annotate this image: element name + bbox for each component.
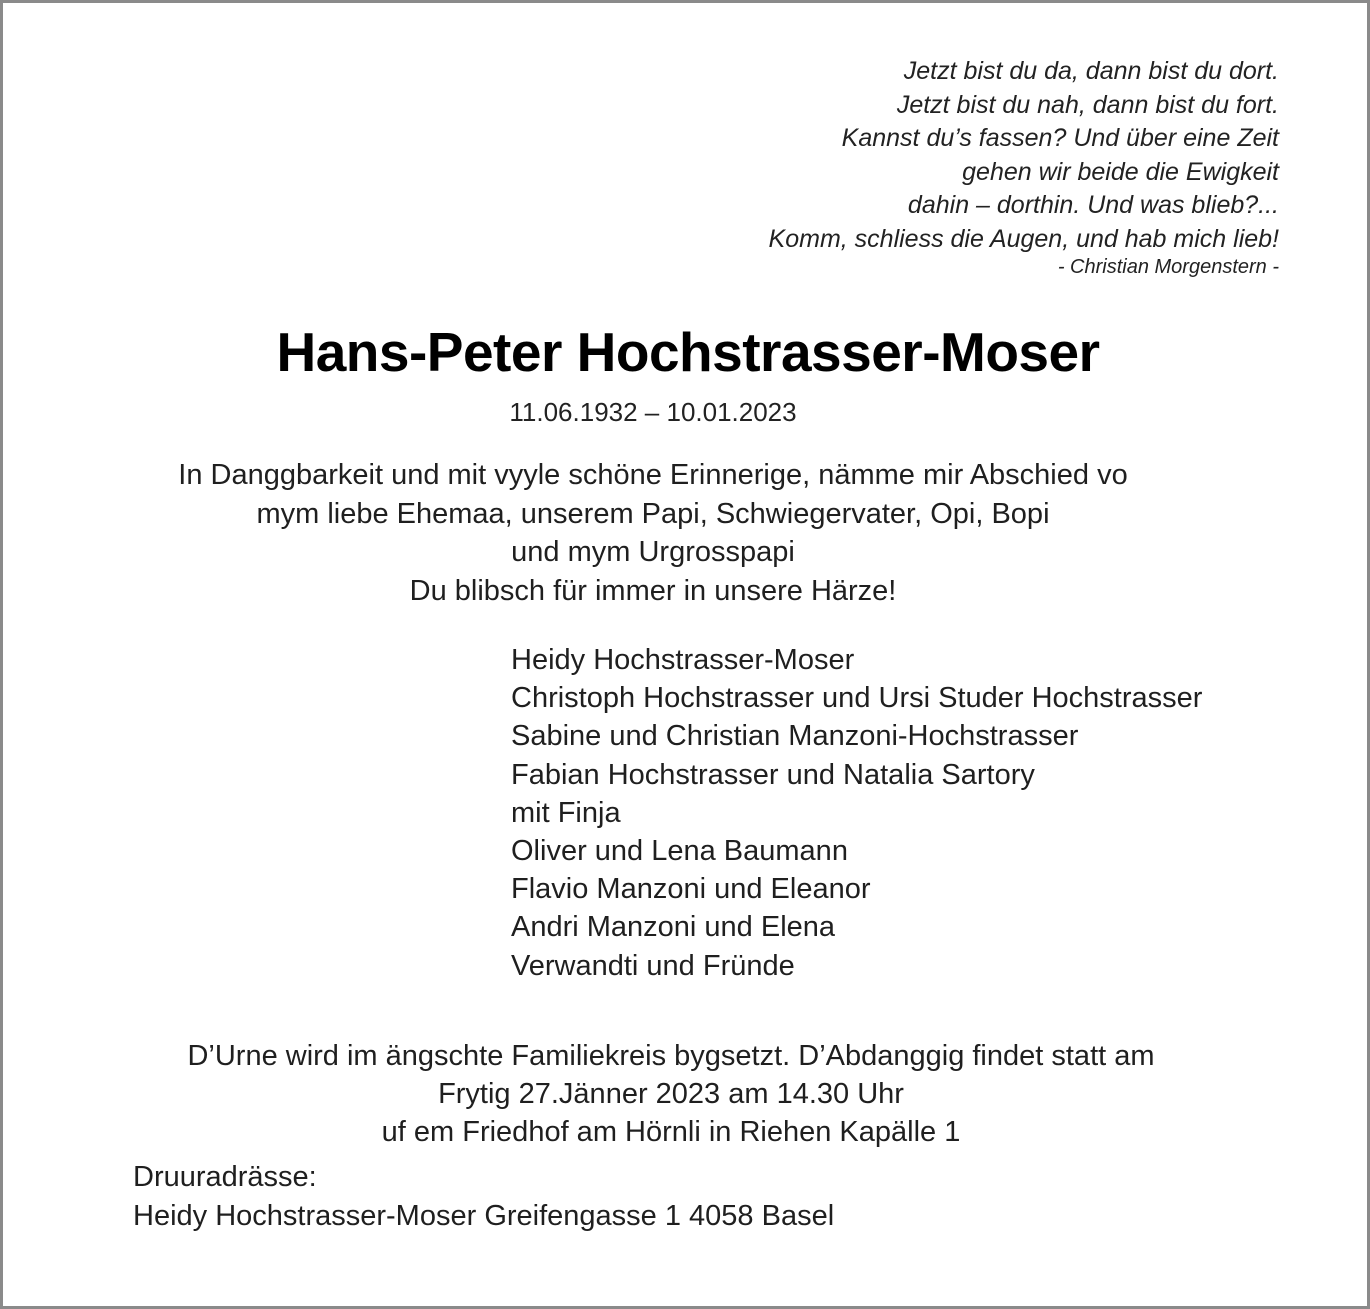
mourner-entry: Verwandti und Fründe bbox=[511, 949, 795, 982]
mourner-entry: Andri Manzoni und Elena bbox=[511, 911, 836, 944]
farewell-line: Du blibsch für immer in unsere Härze! bbox=[409, 574, 897, 607]
deceased-name: Hans-Peter Hochstrasser-Moser bbox=[276, 321, 1100, 383]
mourner-entry: Fabian Hochstrasser und Natalia Sartory bbox=[511, 758, 1035, 791]
mourner-entry: Oliver und Lena Baumann bbox=[511, 835, 848, 868]
farewell-line: mym liebe Ehemaa, unserem Papi, Schwiegervater, Opi, Bopi bbox=[256, 497, 1050, 530]
poem-line: Komm, schliess die Augen, und hab mich lieb! bbox=[768, 224, 1279, 253]
poem-line: gehen wir beide die Ewigkeit bbox=[962, 157, 1279, 186]
mourners-list bbox=[511, 641, 1351, 985]
poem-line: dahin – dorthin. Und was blieb?... bbox=[907, 191, 1279, 220]
poem-author: - Christian Morgenstern - bbox=[1057, 255, 1279, 278]
address-value: Heidy Hochstrasser-Moser Greifengasse 1 4058 Basel bbox=[133, 1200, 835, 1232]
service-details bbox=[3, 1037, 1339, 1151]
life-dates: 11.06.1932 – 10.01.2023 bbox=[509, 397, 797, 427]
farewell-text bbox=[3, 456, 1303, 610]
poem-line: Jetzt bist du nah, dann bist du fort. bbox=[896, 90, 1279, 119]
poem-line: Jetzt bist du da, dann bist du dort. bbox=[903, 57, 1279, 85]
address-label: Druuradrässe: bbox=[133, 1161, 317, 1193]
farewell-line: und mym Urgrosspapi bbox=[511, 536, 795, 568]
mourner-entry: Flavio Manzoni und Eleanor bbox=[511, 873, 871, 906]
service-line: Frytig 27.Jänner 2023 am 14.30 Uhr bbox=[438, 1078, 904, 1110]
farewell-line: In Danggbarkeit und mit vyyle schöne Erinnerige, nämme mir Abschied vo bbox=[178, 459, 1128, 491]
service-line: uf em Friedhof am Hörnli in Riehen Kapälle 1 bbox=[381, 1116, 961, 1148]
mourning-address bbox=[133, 1158, 1233, 1236]
poem-block bbox=[579, 55, 1279, 280]
service-line: D’Urne wird im ängschte Familiekreis bygsetzt. D’Abdanggig findet statt am bbox=[187, 1040, 1155, 1072]
mourner-entry: Sabine und Christian Manzoni-Hochstrasser bbox=[511, 720, 1079, 753]
mourner-entry: Christoph Hochstrasser und Ursi Studer Hochstrasser bbox=[511, 682, 1203, 715]
mourner-entry: mit Finja bbox=[511, 796, 621, 829]
poem-line: Kannst du’s fassen? Und über eine Zeit bbox=[841, 124, 1279, 153]
mourner-entry: Heidy Hochstrasser-Moser bbox=[511, 644, 855, 676]
